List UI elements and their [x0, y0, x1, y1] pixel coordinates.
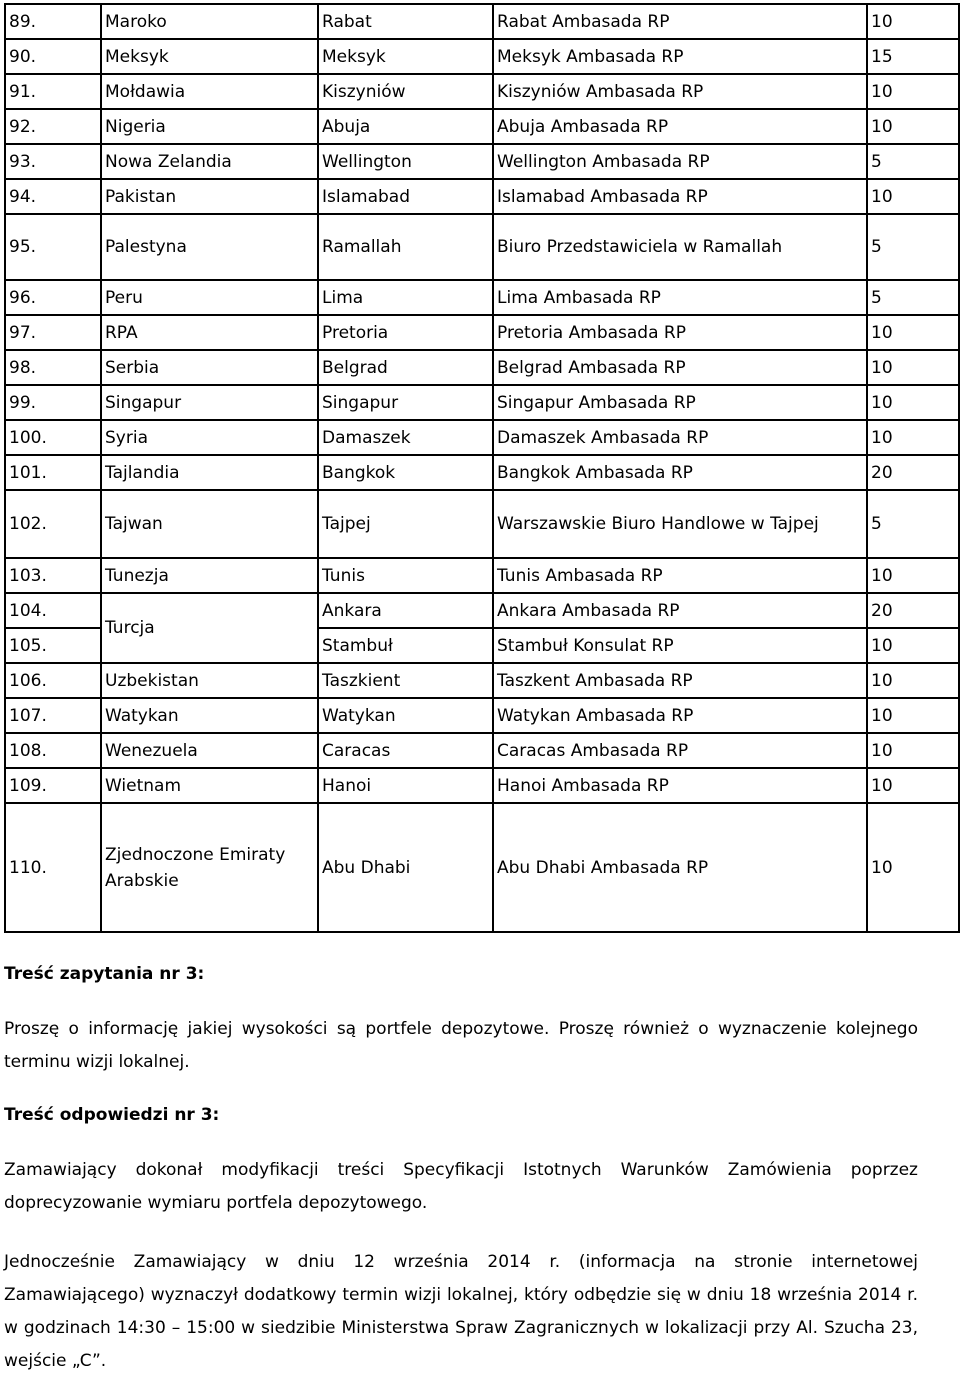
post-cell: Hanoi Ambasada RP	[493, 768, 867, 803]
country-cell: Uzbekistan	[101, 663, 318, 698]
post-cell: Islamabad Ambasada RP	[493, 179, 867, 214]
row-number: 101.	[5, 455, 101, 490]
post-cell: Rabat Ambasada RP	[493, 4, 867, 39]
row-number: 102.	[5, 490, 101, 558]
table-row	[5, 490, 959, 558]
row-number: 94.	[5, 179, 101, 214]
count-cell: 10	[867, 663, 959, 698]
table-row	[5, 733, 959, 768]
row-number: 89.	[5, 4, 101, 39]
row-number: 98.	[5, 350, 101, 385]
row-number: 97.	[5, 315, 101, 350]
table-row	[5, 109, 959, 144]
country-cell: Palestyna	[101, 214, 318, 280]
question-section	[4, 958, 918, 1079]
city-cell: Kiszyniów	[318, 74, 493, 109]
answer-section	[4, 1099, 918, 1378]
row-number: 100.	[5, 420, 101, 455]
country-cell: Maroko	[101, 4, 318, 39]
row-number: 104.	[5, 593, 101, 628]
row-number: 110.	[5, 803, 101, 932]
country-cell: Peru	[101, 280, 318, 315]
count-cell: 10	[867, 420, 959, 455]
count-cell: 5	[867, 280, 959, 315]
post-cell: Kiszyniów Ambasada RP	[493, 74, 867, 109]
table-row	[5, 803, 959, 932]
table-row	[5, 768, 959, 803]
table-row	[5, 4, 959, 39]
row-number: 105.	[5, 628, 101, 663]
row-number: 91.	[5, 74, 101, 109]
country-cell: Nowa Zelandia	[101, 144, 318, 179]
city-cell: Damaszek	[318, 420, 493, 455]
country-cell: Meksyk	[101, 39, 318, 74]
post-cell: Meksyk Ambasada RP	[493, 39, 867, 74]
post-cell: Watykan Ambasada RP	[493, 698, 867, 733]
country-cell: Syria	[101, 420, 318, 455]
count-cell: 10	[867, 74, 959, 109]
country-cell: Zjednoczone Emiraty Arabskie	[101, 803, 318, 932]
row-number: 92.	[5, 109, 101, 144]
post-cell: Singapur Ambasada RP	[493, 385, 867, 420]
table-row	[5, 74, 959, 109]
table-row	[5, 420, 959, 455]
country-cell: Turcja	[101, 593, 318, 663]
count-cell: 10	[867, 628, 959, 663]
country-cell: Serbia	[101, 350, 318, 385]
row-number: 95.	[5, 214, 101, 280]
country-cell: Nigeria	[101, 109, 318, 144]
table-row	[5, 144, 959, 179]
count-cell: 10	[867, 768, 959, 803]
count-cell: 10	[867, 385, 959, 420]
count-cell: 10	[867, 803, 959, 932]
country-cell: Singapur	[101, 385, 318, 420]
row-number: 107.	[5, 698, 101, 733]
posts-table	[4, 3, 960, 933]
count-cell: 20	[867, 593, 959, 628]
answer-paragraph-1: Zamawiający dokonał modyfikacji treści Specyfikacji Istotnych Warunków Zamówienia poprzez doprecyzowanie wymiaru portfela depozytowego.	[4, 1160, 918, 1213]
table-row	[5, 385, 959, 420]
country-cell: Tunezja	[101, 558, 318, 593]
count-cell: 20	[867, 455, 959, 490]
answer-heading: Treść odpowiedzi nr 3:	[4, 1105, 220, 1125]
city-cell: Taszkient	[318, 663, 493, 698]
table-row	[5, 350, 959, 385]
count-cell: 5	[867, 490, 959, 558]
city-cell: Hanoi	[318, 768, 493, 803]
post-cell: Abu Dhabi Ambasada RP	[493, 803, 867, 932]
count-cell: 10	[867, 4, 959, 39]
post-cell: Caracas Ambasada RP	[493, 733, 867, 768]
count-cell: 10	[867, 698, 959, 733]
country-cell: Tajlandia	[101, 455, 318, 490]
city-cell: Ramallah	[318, 214, 493, 280]
post-cell: Bangkok Ambasada RP	[493, 455, 867, 490]
city-cell: Stambuł	[318, 628, 493, 663]
table-row	[5, 214, 959, 280]
city-cell: Tajpej	[318, 490, 493, 558]
posts-table-body	[5, 4, 959, 932]
table-row	[5, 558, 959, 593]
post-cell: Abuja Ambasada RP	[493, 109, 867, 144]
city-cell: Caracas	[318, 733, 493, 768]
city-cell: Bangkok	[318, 455, 493, 490]
country-cell: Wenezuela	[101, 733, 318, 768]
post-cell: Lima Ambasada RP	[493, 280, 867, 315]
post-cell: Taszkent Ambasada RP	[493, 663, 867, 698]
post-cell: Warszawskie Biuro Handlowe w Tajpej	[493, 490, 867, 558]
city-cell: Rabat	[318, 4, 493, 39]
count-cell: 10	[867, 558, 959, 593]
post-cell: Wellington Ambasada RP	[493, 144, 867, 179]
post-cell: Tunis Ambasada RP	[493, 558, 867, 593]
country-cell: Tajwan	[101, 490, 318, 558]
answer-paragraph-2: Jednocześnie Zamawiający w dniu 12 września 2014 r. (informacja na stronie internetowej Zamawiającego) wyznaczył dodatkowy termin wizji lokalnej, który odbędzie się w dniu 18 września 2014 r. w godzinach 14:30 – 15:00 w siedzibie Ministerstwa Spraw Zagranicznych w lokalizacji przy Al. Szucha 23, wejście „C”.	[4, 1252, 918, 1371]
country-cell: RPA	[101, 315, 318, 350]
row-number: 96.	[5, 280, 101, 315]
country-cell: Mołdawia	[101, 74, 318, 109]
city-cell: Watykan	[318, 698, 493, 733]
count-cell: 5	[867, 214, 959, 280]
city-cell: Abu Dhabi	[318, 803, 493, 932]
table-row	[5, 39, 959, 74]
count-cell: 10	[867, 315, 959, 350]
question-text: Proszę o informację jakiej wysokości są portfele depozytowe. Proszę również o wyznaczenie kolejnego terminu wizji lokalnej.	[4, 1019, 918, 1072]
country-cell: Pakistan	[101, 179, 318, 214]
count-cell: 10	[867, 733, 959, 768]
country-cell: Wietnam	[101, 768, 318, 803]
row-number: 103.	[5, 558, 101, 593]
post-cell: Ankara Ambasada RP	[493, 593, 867, 628]
city-cell: Belgrad	[318, 350, 493, 385]
post-cell: Biuro Przedstawiciela w Ramallah	[493, 214, 867, 280]
table-row	[5, 455, 959, 490]
count-cell: 5	[867, 144, 959, 179]
question-heading: Treść zapytania nr 3:	[4, 964, 205, 984]
row-number: 93.	[5, 144, 101, 179]
post-cell: Belgrad Ambasada RP	[493, 350, 867, 385]
post-cell: Damaszek Ambasada RP	[493, 420, 867, 455]
city-cell: Wellington	[318, 144, 493, 179]
table-row	[5, 663, 959, 698]
table-row	[5, 179, 959, 214]
country-cell: Watykan	[101, 698, 318, 733]
count-cell: 10	[867, 350, 959, 385]
row-number: 108.	[5, 733, 101, 768]
table-row	[5, 698, 959, 733]
city-cell: Tunis	[318, 558, 493, 593]
city-cell: Lima	[318, 280, 493, 315]
city-cell: Meksyk	[318, 39, 493, 74]
count-cell: 10	[867, 179, 959, 214]
count-cell: 15	[867, 39, 959, 74]
row-number: 90.	[5, 39, 101, 74]
table-row	[5, 593, 959, 628]
row-number: 106.	[5, 663, 101, 698]
post-cell: Stambuł Konsulat RP	[493, 628, 867, 663]
city-cell: Singapur	[318, 385, 493, 420]
table-row	[5, 280, 959, 315]
post-cell: Pretoria Ambasada RP	[493, 315, 867, 350]
count-cell: 10	[867, 109, 959, 144]
table-row	[5, 315, 959, 350]
city-cell: Pretoria	[318, 315, 493, 350]
city-cell: Ankara	[318, 593, 493, 628]
row-number: 109.	[5, 768, 101, 803]
city-cell: Islamabad	[318, 179, 493, 214]
city-cell: Abuja	[318, 109, 493, 144]
row-number: 99.	[5, 385, 101, 420]
